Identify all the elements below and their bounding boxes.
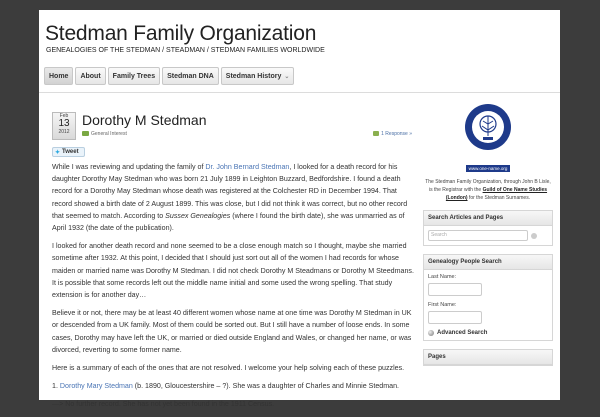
search-submit-icon	[428, 330, 434, 336]
post-date-day: 13	[58, 118, 70, 129]
emphasis: Sussex Genealogies	[165, 211, 231, 220]
post-meta	[82, 131, 412, 141]
post-date-badge	[52, 112, 76, 140]
guild-seal-icon	[463, 102, 513, 152]
tweet-button[interactable]	[52, 147, 85, 157]
last-name-label: Last Name:	[428, 274, 457, 280]
nav-label: About	[80, 72, 101, 80]
post-date-year: 2012	[58, 129, 70, 135]
text: While I was reviewing and updating the family of	[52, 163, 206, 171]
twitter-bird-icon: ✦	[55, 149, 61, 156]
text: (where I found the birth date), she was unmarried as of April 1932 (the date of the publication).	[52, 211, 405, 233]
chevron-down-icon[interactable]: ⌄	[284, 73, 290, 80]
nav-stedman-history[interactable]	[221, 67, 295, 85]
post-responses-link[interactable]	[373, 131, 412, 137]
nav-divider	[39, 92, 560, 93]
nav-label: Stedman History	[225, 72, 282, 80]
nav-stedman-dna[interactable]	[162, 67, 219, 85]
first-name-field[interactable]	[428, 311, 482, 324]
post-title[interactable]: Dorothy M Stedman	[82, 112, 207, 128]
widget-title: Pages	[424, 350, 552, 365]
people-search-widget	[423, 254, 553, 341]
paragraph: I looked for another death record and none seemed to be a close enough match so I thought, maybe she married sometime after 1932. At this point, I decided that I should just sort out all of the women I had records for whose maiden or married name was Dorothy M Stedman. I did not check Dorothy M Steadmans or Dorothy M Steedmans. It is possible that some records left out the middle name initial and some used the wrong spelling. That study extension is for another day…	[52, 242, 414, 300]
post-body	[52, 161, 418, 417]
paragraph	[52, 161, 418, 234]
text: , I looked for a death record for his daughter Dorothy May Stedman who was born 21 July 1899 in Leighton Buzzard, Bedfordshire. I found a death record for a Dorothy May Stedman whose death was registered at the Colchester RD in December 1994. That record showed a birth date of 2 August 1899. This was close, but I did not think it was correct, but no other record that seemed to match. According to	[52, 163, 408, 220]
text: The Stedman Family Organization, through John B Lisle, is the Registrar with the	[425, 179, 551, 193]
first-name-label: First Name:	[428, 302, 457, 308]
advanced-search-button[interactable]	[428, 330, 548, 336]
text: for the Stedman Surnames.	[467, 195, 531, 201]
link-dorothy-mary-stedman[interactable]: Dorothy Mary Stedman	[59, 382, 133, 391]
paragraph: —> No further record. She has not yet been found in the 1911 Census.	[52, 400, 275, 409]
sidebar	[423, 102, 553, 366]
advanced-search-label: Advanced Search	[437, 330, 488, 336]
tweet-label: Tweet	[62, 149, 79, 155]
page-container	[39, 10, 560, 409]
text: (b. 1890, Gloucestershire – ?). She was a daughter of Charles and Minnie Stedman.	[132, 382, 399, 391]
paragraph	[52, 380, 418, 392]
widget-title: Search Articles and Pages	[424, 211, 552, 226]
search-icon[interactable]	[531, 233, 537, 239]
folder-icon	[82, 131, 89, 136]
guild-logo[interactable]	[423, 102, 553, 171]
paragraph: Believe it or not, there may be at least 40 different women whose name at one time was Dorothy M Stedman in UK or descended from a UK family. Most of them could be sorted out. But I still have a number of loose ends. In some cases, Dorothy may have left the UK, or married or died outside England and Wales, or changed her name, or was divorced, reverting to some former name.	[52, 309, 412, 354]
last-name-field[interactable]	[428, 283, 482, 296]
text: 1.	[52, 382, 60, 391]
link-guild-of-one-name-studies[interactable]: Guild of One Name Studies (London)	[445, 187, 548, 201]
site-description: GENEALOGIES OF THE STEDMAN / STEADMAN / STEDMAN FAMILIES WORLDWIDE	[46, 47, 325, 54]
comment-icon	[373, 131, 379, 136]
main-content	[45, 102, 415, 409]
logo-caption[interactable]: www.one-name.org	[466, 165, 511, 172]
nav-label: Home	[49, 72, 69, 80]
main-nav	[44, 65, 294, 91]
nav-family-trees[interactable]	[108, 67, 160, 85]
about-guild-text	[423, 178, 553, 202]
search-input[interactable]: Search	[428, 230, 528, 241]
link-john-bernard-stedman[interactable]: Dr. John Bernard Stedman	[205, 163, 290, 171]
nav-label: Stedman DNA	[167, 72, 214, 80]
post-category-label: General Interest	[91, 131, 127, 137]
post-date-month: Feb	[59, 113, 69, 119]
nav-about[interactable]	[75, 67, 105, 85]
post-category[interactable]	[82, 131, 127, 137]
search-widget	[423, 210, 553, 246]
nav-label: Family Trees	[112, 72, 156, 80]
site-title[interactable]: Stedman Family Organization	[45, 22, 317, 45]
nav-home[interactable]	[44, 67, 73, 85]
post-responses-label: 1 Response »	[381, 131, 412, 137]
pages-widget	[423, 349, 553, 366]
widget-title: Genealogy People Search	[424, 255, 552, 270]
paragraph: Here is a summary of each of the ones that are not resolved. I welcome your help solving each of these puzzles.	[52, 364, 405, 373]
